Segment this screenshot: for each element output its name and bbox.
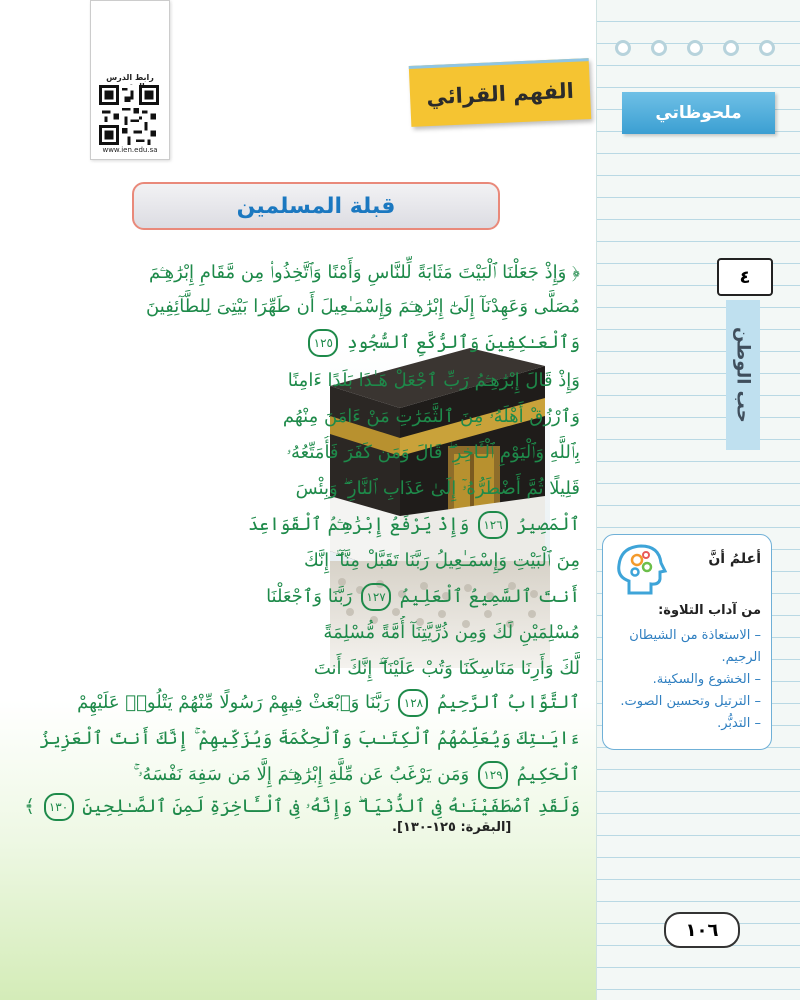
- surah-reference: [البقرة: ١٢٥-١٣٠].: [392, 820, 512, 835]
- list-item: – الاستعاذة من الشيطان الرجيم.: [609, 625, 761, 669]
- qr-card[interactable]: [90, 0, 170, 160]
- ayah-number: ١٢٧: [361, 583, 391, 611]
- unit-title-tab: [726, 300, 760, 450]
- unit-number: ٤: [717, 258, 773, 296]
- verse-line: وَلَقَدِ ٱصْطَفَيْنَـٰهُ فِى ٱلدُّنْيَا ۖ وَإِنَّهُۥ فِى ٱلْـَٔاخِرَةِ لَمِنَ ٱلصَّـٰلِحِينَ ١٣٠ ﴾: [20, 790, 580, 824]
- qr-label: رابط الدرس: [106, 73, 154, 82]
- binder-hole: [723, 40, 739, 56]
- list-item: – التدبُّر.: [609, 713, 761, 735]
- qr-code-icon[interactable]: [99, 85, 159, 145]
- notes-panel: [596, 0, 800, 1000]
- info-box: [602, 534, 772, 750]
- list-item: – الخشوع والسكينة.: [609, 669, 761, 691]
- verse-line: ٱلتَّوَّابُ ٱلرَّحِيمُ ١٢٨ رَبَّنَا وَٱبْعَثْ فِيهِمْ رَسُولًا مِّنْهُمْ يَتْلُوا۟ عَلَيْهِمْ: [20, 686, 580, 720]
- verse-line: ٱلْمَصِيرُ ١٢٦ وَإِذْ يَرْفَعُ إِبْرَٰهِـۧمُ ٱلْقَوَاعِدَ: [20, 508, 580, 542]
- info-box-title: أعلمُ أنَّ: [708, 551, 761, 567]
- verse-line: قَلِيلًا ثُمَّ أَضْطَرُّهُۥٓ إِلَىٰ عَذَابِ ٱلنَّارِ ۖ وَبِئْسَ: [295, 478, 580, 499]
- verse-line: لَّكَ وَأَرِنَا مَنَاسِكَنَا وَتُبْ عَلَيْنَآ ۖ إِنَّكَ أَنتَ: [313, 658, 580, 679]
- binder-hole: [759, 40, 775, 56]
- notes-tab: ملحوظاتي: [622, 92, 775, 134]
- list-item: – الترتيل وتحسين الصوت.: [609, 691, 761, 713]
- ayah-number: ١٢٥: [308, 329, 338, 357]
- info-box-list: [609, 625, 761, 735]
- verse-line: وَإِذْ قَالَ إِبْرَٰهِـۧمُ رَبِّ ٱجْعَلْ هَـٰذَا بَلَدًا ءَامِنًا: [287, 370, 580, 391]
- binder-hole: [687, 40, 703, 56]
- verse-line: ﴿ وَإِذْ جَعَلْنَا ٱلْبَيْتَ مَثَابَةً لِّلنَّاسِ وَأَمْنًا وَٱتَّخِذُوا۟ مِن مَّقَامِ إِبْرَٰهِـۧمَ: [149, 262, 580, 283]
- unit-title: حب الوطن: [732, 327, 754, 423]
- binder-hole: [615, 40, 631, 56]
- lesson-type-banner: الفهم القرائي: [409, 58, 591, 127]
- verse-line: بِٱللَّهِ وَٱلْيَوْمِ ٱلْـَٔاخِرِ ۖ قَالَ وَمَن كَفَرَ فَأُمَتِّعُهُۥ: [286, 442, 580, 463]
- qr-url[interactable]: www.ien.edu.sa: [102, 146, 158, 154]
- verse-line: أَنتَ ٱلسَّمِيعُ ٱلْعَلِيمُ ١٢٧ رَبَّنَا وَٱجْعَلْنَا: [20, 580, 580, 614]
- info-box-intro: من آداب التلاوة:: [658, 603, 761, 618]
- verse-line: مُصَلًّى وَعَهِدْنَآ إِلَىٰٓ إِبْرَٰهِـۧمَ وَإِسْمَـٰعِيلَ أَن طَهِّرَا بَيْتِىَ لِلطَّآئِفِينَ: [146, 296, 580, 317]
- verse-line: ٱلْحَكِيمُ ١٢٩ وَمَن يَرْغَبُ عَن مِّلَّةِ إِبْرَٰهِـۧمَ إِلَّا مَن سَفِهَ نَفْسَهُۥ ۚ: [20, 758, 580, 792]
- ayah-number: ١٢٨: [398, 689, 428, 717]
- lesson-title: قبلة المسلمين: [132, 182, 500, 230]
- verse-line: وَٱلْعَـٰكِفِينَ وَٱلرُّكَّعِ ٱلسُّجُودِ ١٢٥: [20, 326, 580, 360]
- verse-line: وَٱرْزُقْ أَهْلَهُۥ مِنَ ٱلثَّمَرَٰتِ مَنْ ءَامَنَ مِنْهُم: [282, 406, 580, 427]
- head-gears-icon: [611, 541, 669, 597]
- ayah-number: ١٢٩: [478, 761, 508, 789]
- verse-line: مِنَ ٱلْبَيْتِ وَإِسْمَـٰعِيلُ رَبَّنَا تَقَبَّلْ مِنَّآ ۖ إِنَّكَ: [303, 550, 580, 571]
- ayah-number: ١٣٠: [44, 793, 74, 821]
- binder-hole: [651, 40, 667, 56]
- page-number: ١٠٦: [664, 912, 740, 948]
- ayah-number: ١٢٦: [478, 511, 508, 539]
- verse-line: ءَايَـٰتِكَ وَيُعَلِّمُهُمُ ٱلْكِتَـٰبَ وَٱلْحِكْمَةَ وَيُزَكِّيهِمْ ۚ إِنَّكَ أَنتَ ٱلْعَزِيزُ: [39, 728, 580, 749]
- verse-line: مُسْلِمَيْنِ لَكَ وَمِن ذُرِّيَّتِنَآ أُمَّةً مُّسْلِمَةً: [323, 622, 580, 643]
